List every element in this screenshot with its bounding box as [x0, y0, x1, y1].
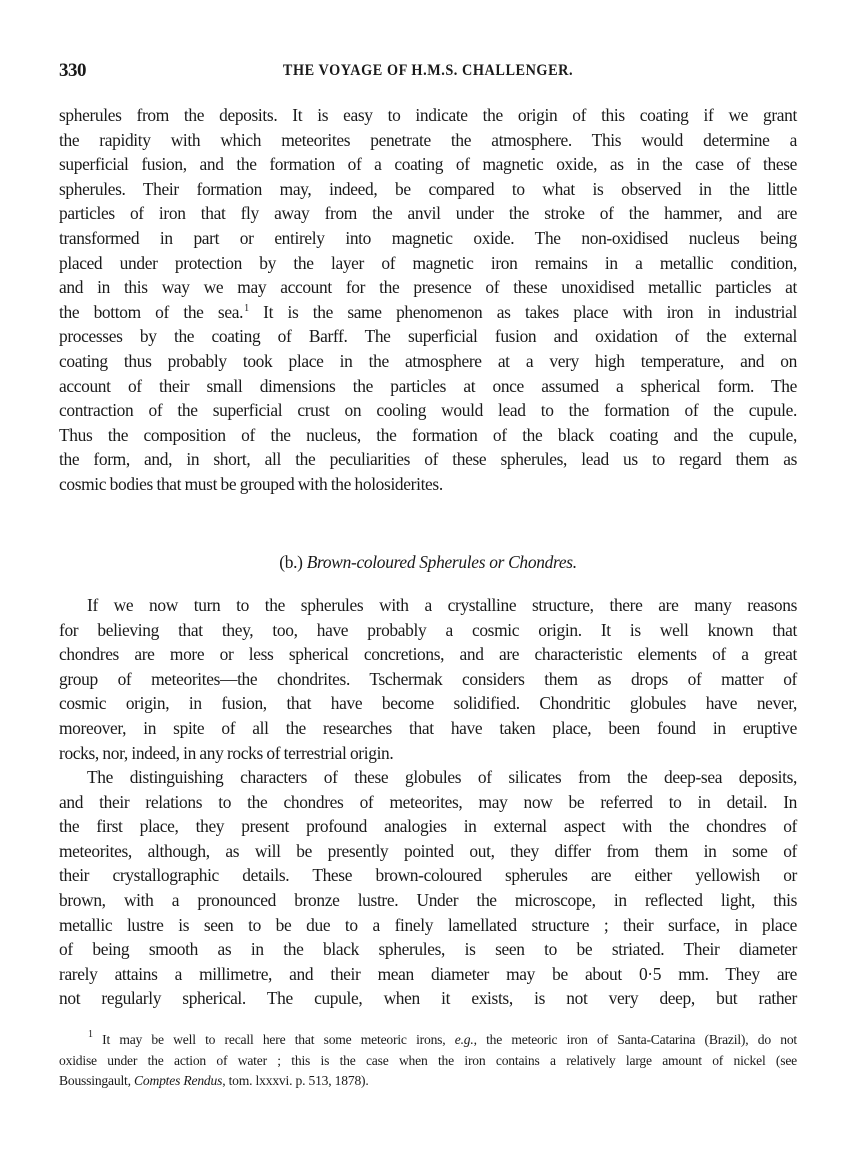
text-line — [59, 128, 797, 153]
text-line-content: chondres are more or less spherical concretions, and are characteristic elements of a great — [59, 644, 797, 665]
text-line-content: If we now turn to the spherules with a crystalline structure, there are many reasons — [87, 595, 797, 615]
text-line — [59, 618, 797, 643]
text-line-content: brown, with a pronounced bronze lustre. Under the microscope, in reflected light, this — [59, 889, 797, 910]
text-line-content: group of meteorites—the chondrites. Tschermak considers them as drops of matter of — [59, 668, 797, 689]
text-line — [59, 888, 797, 913]
page-number: 330 — [59, 60, 86, 81]
text-line-content: The distinguishing characters of these globules of silicates from the deep-sea deposits, — [87, 767, 797, 787]
running-title: THE VOYAGE OF H.M.S. CHALLENGER. — [282, 62, 574, 79]
text-line — [59, 593, 797, 618]
text-line-content: cosmic origin, in fusion, that have become solidified. Chondritic globules have never, — [59, 693, 797, 714]
text-line — [59, 913, 797, 938]
footnotes — [59, 1030, 797, 1092]
text-line-content: Thus the composition of the nucleus, the formation of the black coating and the cupule, — [59, 424, 797, 445]
footnote-citation-author: Boussingault, — [59, 1073, 134, 1088]
text-line-content: cosmic bodies that must be grouped with the holosiderites. — [59, 473, 443, 494]
text-line — [59, 472, 797, 497]
text-line-content: meteorites, although, as will be presently pointed out, they differ from them in some of — [59, 840, 797, 861]
text-line — [59, 716, 797, 741]
text-line — [59, 226, 797, 251]
text-line — [59, 275, 797, 300]
text-line-content: spherules. Their formation may, indeed, be compared to what is observed in the little — [59, 178, 797, 199]
text-line-content: of being smooth as in the black spherules, is seen to be striated. Their diameter — [59, 939, 797, 960]
text-line — [59, 251, 797, 276]
text-line-content: metallic lustre is seen to be due to a finely lamellated structure ; their surface, in place — [59, 914, 797, 935]
text-line-content: transformed in part or entirely into magnetic oxide. The non-oxidised nucleus being — [59, 227, 797, 248]
text-line-content: their crystallographic details. These brown-coloured spherules are either yellowish or — [59, 865, 797, 886]
text-line — [59, 152, 797, 177]
text-line-content: superficial fusion, and the formation of a coating of magnetic oxide, as in the case of these — [59, 154, 797, 175]
text-line-content: particles of iron that fly away from the anvil under the stroke of the hammer, and are — [59, 203, 797, 224]
text-line-content: rocks, nor, indeed, in any rocks of terrestrial origin. — [59, 742, 394, 763]
text-line — [59, 741, 797, 766]
text-line — [59, 765, 797, 790]
text-line — [59, 642, 797, 667]
text-line-content: the first place, they present profound analogies in external aspect with the chondres of — [59, 816, 797, 837]
text-line-content: processes by the coating of Barff. The superficial fusion and oxidation of the external — [59, 326, 797, 347]
text-line — [59, 814, 797, 839]
text-line-content: contraction of the superficial crust on cooling would lead to the formation of the cupule. — [59, 400, 797, 421]
text-line-content: rarely attains a millimetre, and their mean diameter may be about 0·5 mm. They are — [59, 963, 797, 984]
text-line — [59, 447, 797, 472]
text-line-content: spherules from the deposits. It is easy to indicate the origin of this coating if we grant — [59, 105, 797, 125]
footnote-abbrev: e.g. — [454, 1032, 474, 1047]
text-line — [59, 349, 797, 374]
text-line-content: account of their small dimensions the particles at once assumed a spherical form. The — [59, 375, 797, 396]
footnote-text: It may be well to recall here that some meteoric irons, — [102, 1032, 455, 1047]
footnote-citation-journal: Comptes Rendus — [134, 1073, 223, 1088]
footnote-marker: 1 — [88, 1029, 93, 1040]
text-line — [59, 177, 797, 202]
text-line — [59, 986, 797, 1011]
paragraph-chondres-cosmic-origin — [59, 593, 797, 765]
text-line-content: and their relations to the chondres of meteorites, may now be referred to in detail. In — [59, 791, 797, 812]
running-head — [59, 60, 797, 84]
paragraph-distinguishing-characters — [59, 765, 797, 1011]
footnote-text: , the meteoric iron of Santa-Catarina (Brazil), do not — [473, 1032, 797, 1047]
footnote-line — [59, 1071, 797, 1092]
text-line-content: the bottom of the sea.$^1$ It is the same phenomenon as takes place with iron in industrial — [59, 301, 798, 322]
section-title: Brown-coloured Spherules or Chondres. — [306, 552, 577, 572]
paragraph-black-spherules-conclusion — [59, 103, 797, 497]
text-line — [59, 103, 797, 128]
text-line — [59, 962, 797, 987]
text-line — [59, 324, 797, 349]
text-line — [59, 201, 797, 226]
text-line — [59, 863, 797, 888]
footnote-text: oxidise under the action of water ; this is the case when the iron contains a relatively large amount of nickel (see — [59, 1052, 797, 1068]
text-line-content: moreover, in spite of all the researches that have taken place, been found in eruptive — [59, 717, 797, 738]
text-line-content: for believing that they, too, have probably a cosmic origin. It is well known that — [59, 619, 797, 640]
text-line-content: and in this way we may account for the presence of these unoxidised metallic particles at — [59, 277, 797, 298]
text-line — [59, 398, 797, 423]
text-line-content: the form, and, in short, all the peculiarities of these spherules, lead us to regard them as — [59, 449, 797, 470]
text-line-content: placed under protection by the layer of magnetic iron remains in a metallic condition, — [59, 252, 797, 273]
text-line — [59, 937, 797, 962]
section-label: (b.) — [279, 552, 303, 572]
text-line — [59, 691, 797, 716]
text-line — [59, 839, 797, 864]
text-line — [59, 790, 797, 815]
text-line-content: coating thus probably took place in the atmosphere at a very high temperature, and on — [59, 350, 797, 371]
footnote-citation-details: , tom. lxxxvi. p. 513, 1878). — [222, 1073, 369, 1088]
footnote-reference[interactable]: 1 — [244, 302, 249, 314]
text-line — [59, 667, 797, 692]
text-line — [59, 300, 797, 325]
text-line-content: the rapidity with which meteorites penetrate the atmosphere. This would determine a — [59, 129, 797, 150]
text-line — [59, 374, 797, 399]
footnote-line — [59, 1051, 797, 1072]
footnote-line — [59, 1030, 797, 1051]
text-line-content: not regularly spherical. The cupule, when it exists, is not very deep, but rather — [59, 988, 797, 1009]
text-line — [59, 423, 797, 448]
section-heading — [59, 552, 797, 573]
